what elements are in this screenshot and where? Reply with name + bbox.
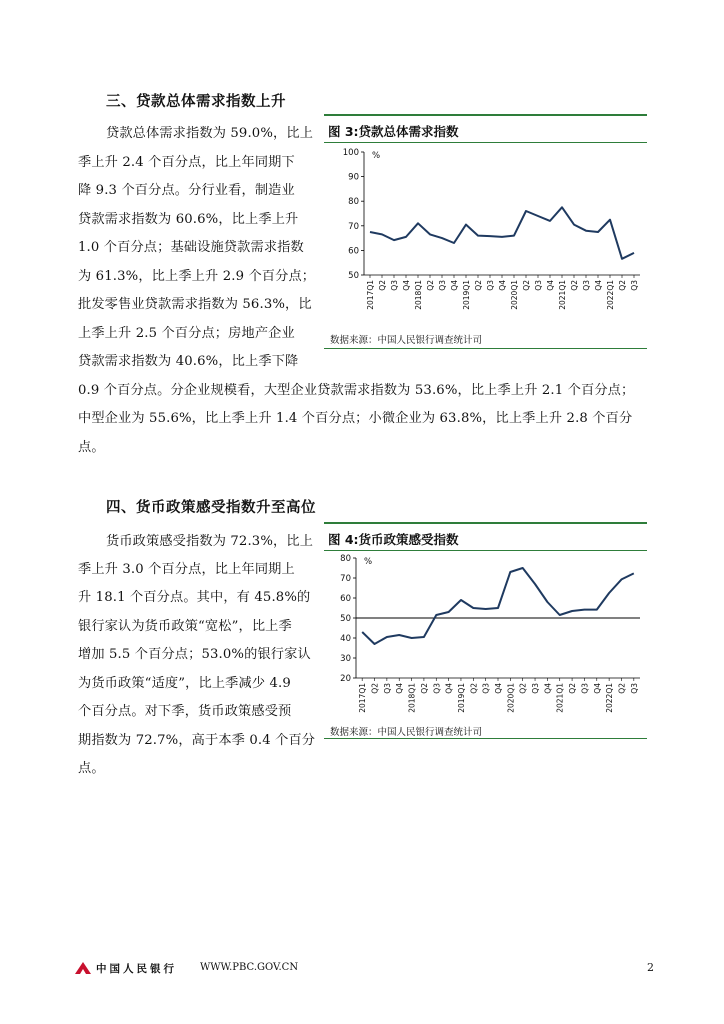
y-unit-label: % <box>372 151 381 161</box>
s4-line-1: 季上升 3.0 个百分点，比上年同期上 <box>78 562 295 577</box>
y-tick-label: 50 <box>348 271 359 281</box>
x-tick-label: Q4 <box>546 280 555 291</box>
s3-line-9: 0.9 个百分点。分企业规模看，大型企业贷款需求指数为 53.6%，比上季上升 2.1 个百分点； <box>78 383 635 398</box>
s3-line-1: 季上升 2.4 个百分点，比上年同期下 <box>78 155 295 170</box>
x-tick-label: Q2 <box>474 280 483 291</box>
figure-4-chart <box>324 554 647 720</box>
figure-4-source: 数据来源：中国人民银行调查统计司 <box>330 727 483 738</box>
x-tick-label: Q3 <box>534 280 543 291</box>
x-tick-label: 2019Q1 <box>456 683 466 713</box>
page-number: 2 <box>647 961 654 974</box>
s3-line-4: 1.0 个百分点；基础设施贷款需求指数 <box>78 240 304 255</box>
s3-line-8: 贷款需求指数为 40.6%，比上季下降 <box>78 354 299 369</box>
footer-url[interactable]: WWW.PBC.GOV.CN <box>200 962 299 973</box>
pbc-logo-icon <box>74 961 92 975</box>
y-tick-label: 50 <box>340 614 351 624</box>
figure-3 <box>324 114 647 350</box>
x-tick-label: Q3 <box>438 280 447 291</box>
x-tick-label: Q2 <box>419 683 429 694</box>
y-tick-label: 70 <box>348 221 359 232</box>
s3-line-7: 上季上升 2.5 个百分点；房地产企业 <box>78 326 295 341</box>
x-tick-label: 2017Q1 <box>358 683 368 713</box>
figure-4-title: 图 4:货币政策感受指数 <box>328 532 459 547</box>
figure-4-title-rule <box>324 550 647 551</box>
y-tick-label: 80 <box>340 554 351 564</box>
figure-3-title: 图 3:贷款总体需求指数 <box>328 124 459 139</box>
s4-line-4: 增加 5.5 个百分点；53.0%的银行家认 <box>78 647 311 662</box>
y-tick-label: 60 <box>348 246 359 257</box>
s4-line-2: 升 18.1 个百分点。其中，有 45.8%的 <box>78 590 311 605</box>
s4-line-6: 个百分点。对下季，货币政策感受预 <box>78 704 292 719</box>
x-tick-label: Q2 <box>370 683 380 694</box>
footer-logo-text: 中国人民银行 <box>96 963 177 975</box>
x-tick-label: Q2 <box>618 280 627 291</box>
x-tick-label: 2017Q1 <box>366 280 375 310</box>
figure-4 <box>324 522 647 740</box>
s4-line-0: 货币政策感受指数为 72.3%，比上 <box>106 534 314 549</box>
s4-line-7: 期指数为 72.7%，高于本季 0.4 个百分 <box>78 733 316 748</box>
y-tick-label: 20 <box>340 674 351 684</box>
y-unit-label: % <box>364 557 373 567</box>
x-tick-label: 2019Q1 <box>462 280 471 310</box>
x-tick-label: Q2 <box>568 683 578 694</box>
x-tick-label: Q3 <box>630 280 639 291</box>
figure-3-chart <box>324 146 647 326</box>
x-tick-label: Q4 <box>402 280 411 291</box>
figure-3-bottom-rule <box>324 348 647 349</box>
x-tick-label: Q4 <box>395 683 405 694</box>
x-tick-label: 2020Q1 <box>510 280 519 310</box>
s3-line-11: 点。 <box>78 440 105 455</box>
y-tick-label: 90 <box>348 172 359 183</box>
y-tick-label: 60 <box>340 594 351 604</box>
x-tick-label: Q4 <box>543 683 553 694</box>
x-tick-label: Q2 <box>518 683 528 694</box>
s4-line-5: 为货币政策“适度”，比上季减少 4.9 <box>78 676 291 691</box>
x-tick-label: Q3 <box>432 683 442 694</box>
figure-3-title-rule <box>324 142 647 143</box>
y-tick-label: 80 <box>348 197 359 208</box>
x-tick-label: Q2 <box>522 280 531 291</box>
x-tick-label: 2018Q1 <box>407 683 417 713</box>
s3-line-0: 贷款总体需求指数为 59.0%，比上 <box>106 126 314 141</box>
y-tick-label: 70 <box>340 574 351 584</box>
figure-4-bottom-rule <box>324 738 647 739</box>
figure-4-top-rule <box>324 522 647 524</box>
x-tick-label: Q3 <box>382 683 392 694</box>
series-line <box>362 568 634 644</box>
x-tick-label: Q4 <box>498 280 507 291</box>
x-tick-label: Q2 <box>426 280 435 291</box>
x-tick-label: Q2 <box>617 683 627 694</box>
section-4-heading: 四、货币政策感受指数升至高位 <box>106 500 316 516</box>
footer <box>74 960 654 978</box>
series-line <box>370 207 634 258</box>
s3-line-10: 中型企业为 55.6%，比上季上升 1.4 个百分点；小微企业为 63.8%，比上季上升 2.8 个百分 <box>78 411 633 426</box>
x-tick-label: Q3 <box>390 280 399 291</box>
x-tick-label: Q4 <box>594 280 603 291</box>
y-tick-label: 100 <box>342 148 359 158</box>
section-3-heading: 三、贷款总体需求指数上升 <box>106 94 286 110</box>
x-tick-label: Q2 <box>570 280 579 291</box>
x-tick-label: Q4 <box>592 683 602 694</box>
y-tick-label: 30 <box>340 654 351 664</box>
x-tick-label: 2022Q1 <box>605 683 615 713</box>
x-tick-label: Q2 <box>378 280 387 291</box>
x-tick-label: Q3 <box>481 683 491 694</box>
x-tick-label: Q3 <box>531 683 541 694</box>
figure-3-source: 数据来源：中国人民银行调查统计司 <box>330 335 483 346</box>
x-tick-label: Q3 <box>486 280 495 291</box>
x-tick-label: Q2 <box>469 683 479 694</box>
x-tick-label: 2022Q1 <box>606 280 615 310</box>
s3-line-3: 贷款需求指数为 60.6%，比上季上升 <box>78 212 299 227</box>
s3-line-2: 降 9.3 个百分点。分行业看，制造业 <box>78 183 295 198</box>
figure-3-top-rule <box>324 114 647 116</box>
s4-line-8: 点。 <box>78 761 105 776</box>
x-tick-label: Q3 <box>582 280 591 291</box>
x-tick-label: Q4 <box>450 280 459 291</box>
x-tick-label: Q4 <box>444 683 454 694</box>
x-tick-label: 2021Q1 <box>555 683 565 713</box>
s3-line-5: 为 61.3%，比上季上升 2.9 个百分点； <box>78 269 316 284</box>
x-tick-label: Q3 <box>580 683 590 694</box>
x-tick-label: 2021Q1 <box>558 280 567 310</box>
y-tick-label: 40 <box>340 634 351 644</box>
x-tick-label: Q4 <box>494 683 503 694</box>
x-tick-label: 2020Q1 <box>506 683 516 713</box>
s4-line-3: 银行家认为货币政策“宽松”，比上季 <box>78 619 292 634</box>
x-tick-label: 2018Q1 <box>414 280 423 310</box>
x-tick-label: Q3 <box>629 683 639 694</box>
s3-line-6: 批发零售业贷款需求指数为 56.3%，比 <box>78 297 312 312</box>
